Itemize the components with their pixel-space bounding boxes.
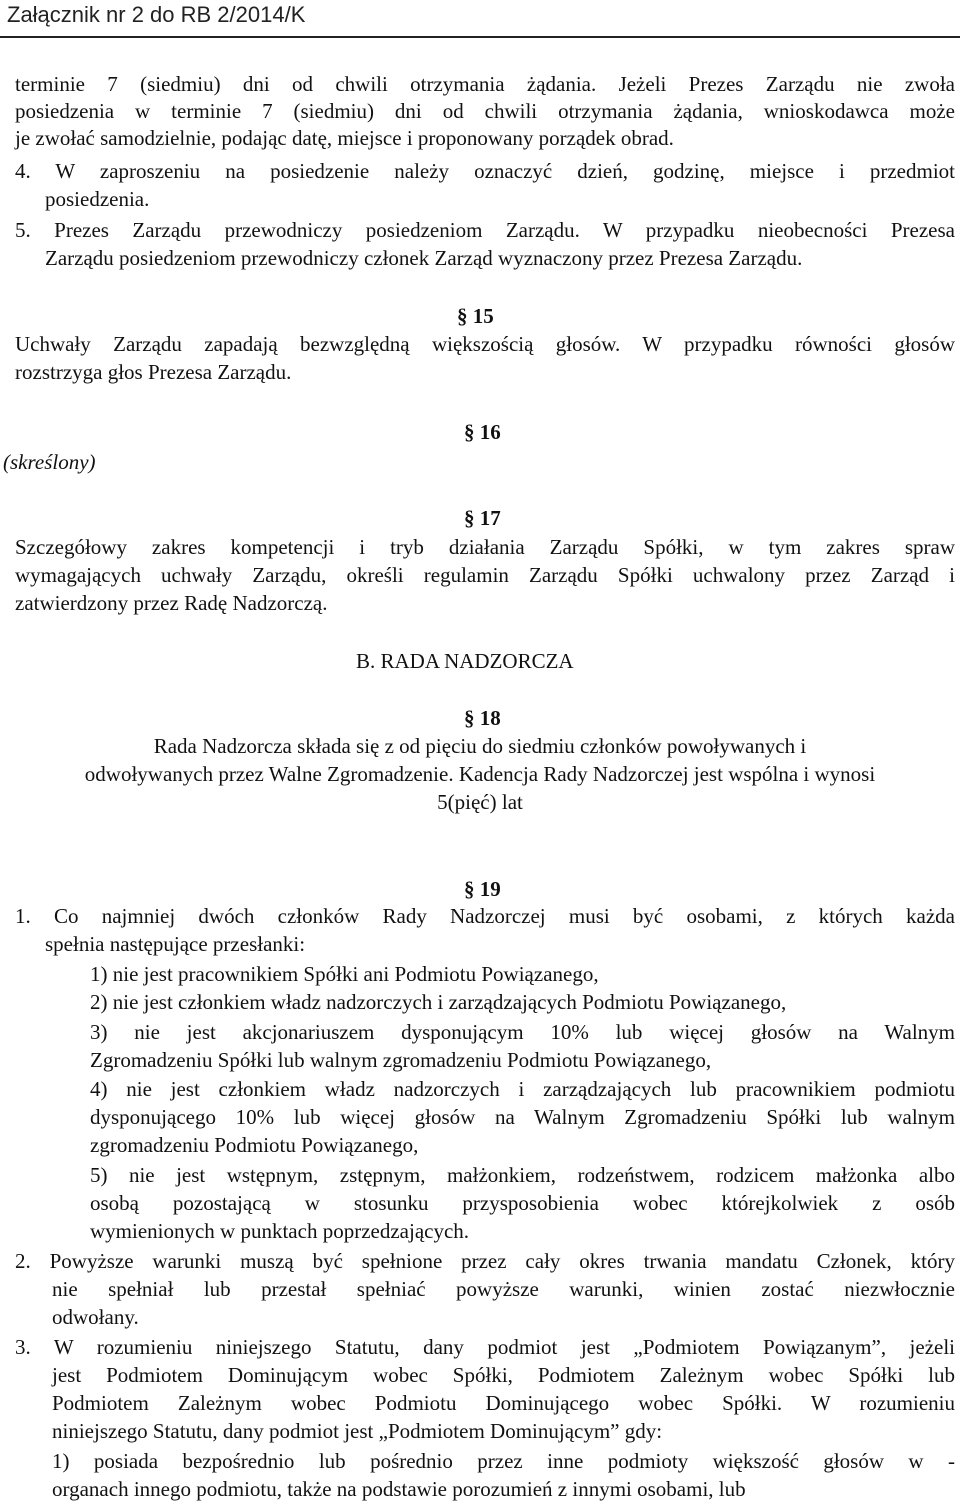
paragraph-line: niniejszego Statutu, dany podmiot jest „Podmiotem Dominującym” gdy: (52, 1419, 663, 1443)
list-item: Zgromadzeniu Spółki lub walnym zgromadzeniu Podmiotu Powiązanego, (90, 1048, 712, 1072)
paragraph-line: Szczegółowy zakres kompetencji i tryb działania Zarządu Spółki, w tym zakres spraw (15, 535, 955, 559)
list-item: 4) nie jest członkiem władz nadzorczych i zarządzających lub pracownikiem podmiotu (90, 1077, 955, 1101)
section-16-struck-note: (skreślony) (3, 450, 96, 474)
paragraph-line: 3. W rozumieniu niniejszego Statutu, dany podmiot jest „Podmiotem Powiązanym”, jeżeli (15, 1335, 955, 1359)
section-19-heading: § 19 (464, 877, 501, 901)
list-item: osobą pozostającą w stosunku przysposobienia wobec którejkolwiek z osób (90, 1191, 955, 1215)
list-item: 5) nie jest wstępnym, zstępnym, małżonkiem, rodzeństwem, rodzicem małżonka albo (90, 1163, 955, 1187)
paragraph-line: 2. Powyższe warunki muszą być spełnione przez cały okres trwania mandatu Członek, który (15, 1249, 955, 1273)
document-header: Załącznik nr 2 do RB 2/2014/K (7, 2, 306, 27)
paragraph-line: terminie 7 (siedmiu) dni od chwili otrzymania żądania. Jeżeli Prezes Zarządu nie zwoła (15, 72, 955, 96)
paragraph-line: 1. Co najmniej dwóch członków Rady Nadzorczej musi być osobami, z których każda (15, 904, 955, 928)
paragraph-line: nie spełniał lub przestał spełniać powyższe warunki, winien zostać niezwłocznie (52, 1277, 955, 1301)
paragraph-line: Rada Nadzorcza składa się z od pięciu do siedmiu członków powoływanych i (153, 734, 807, 758)
section-15-heading: § 15 (457, 304, 494, 328)
paragraph-line: Uchwały Zarządu zapadają bezwzględną większością głosów. W przypadku równości głosów (15, 332, 955, 356)
list-item: 3) nie jest akcjonariuszem dysponującym 10% lub więcej głosów na Walnym (90, 1020, 955, 1044)
paragraph-line: odwoływanych przez Walne Zgromadzenie. Kadencja Rady Nadzorczej jest wspólna i wynosi (84, 762, 876, 786)
paragraph-line: 1) posiada bezpośrednio lub pośrednio przez inne podmioty większość głosów w - (52, 1449, 955, 1473)
section-18-heading: § 18 (464, 706, 501, 730)
paragraph-line: Zarządu posiedzeniom przewodniczy członek Zarząd wyznaczony przez Prezesa Zarządu. (45, 246, 803, 270)
paragraph-line: organach innego podmiotu, także na podstawie porozumień z innymi osobami, lub (52, 1477, 746, 1501)
paragraph-line: posiedzenia. (45, 187, 150, 211)
paragraph-line: posiedzenia w terminie 7 (siedmiu) dni od chwili otrzymania żądania, wnioskodawca może (15, 99, 955, 123)
section-17-heading: § 17 (464, 506, 501, 530)
paragraph-line: 4. W zaproszeniu na posiedzenie należy oznaczyć dzień, godzinę, miejsce i przedmiot (15, 159, 955, 183)
paragraph-line: wymagających uchwały Zarządu, określi regulamin Zarządu Spółki uchwalony przez Zarząd i (15, 563, 955, 587)
paragraph-line: Podmiotem Zależnym wobec Podmiotu Dominującego wobec Spółki. W rozumieniu (52, 1391, 955, 1415)
list-item: 1) nie jest pracownikiem Spółki ani Podmiotu Powiązanego, (90, 962, 599, 986)
list-item: wymienionych w punktach poprzedzających. (90, 1219, 470, 1243)
chapter-heading: B. RADA NADZORCZA (356, 649, 574, 673)
paragraph-line: jest Podmiotem Dominującym wobec Spółki, Podmiotem Zależnym wobec Spółki lub (52, 1363, 955, 1387)
paragraph-line: rozstrzyga głos Prezesa Zarządu. (15, 360, 292, 384)
paragraph-line: 5. Prezes Zarządu przewodniczy posiedzeniom Zarządu. W przypadku nieobecności Prezesa (15, 218, 955, 242)
list-item: 2) nie jest członkiem władz nadzorczych i zarządzających Podmiotu Powiązanego, (90, 990, 787, 1014)
list-item: dysponującego 10% lub więcej głosów na Walnym Zgromadzeniu Spółki lub walnym (90, 1105, 955, 1129)
paragraph-line: je zwołać samodzielnie, podając datę, miejsce i proponowany porządek obrad. (15, 126, 674, 150)
paragraph-line: odwołany. (52, 1305, 139, 1329)
list-item: zgromadzeniu Podmiotu Powiązanego, (90, 1133, 419, 1157)
paragraph-line: zatwierdzony przez Radę Nadzorczą. (15, 591, 328, 615)
paragraph-line: 5(pięć) lat (437, 790, 523, 814)
section-16-heading: § 16 (464, 420, 501, 444)
paragraph-line: spełnia następujące przesłanki: (45, 932, 306, 956)
